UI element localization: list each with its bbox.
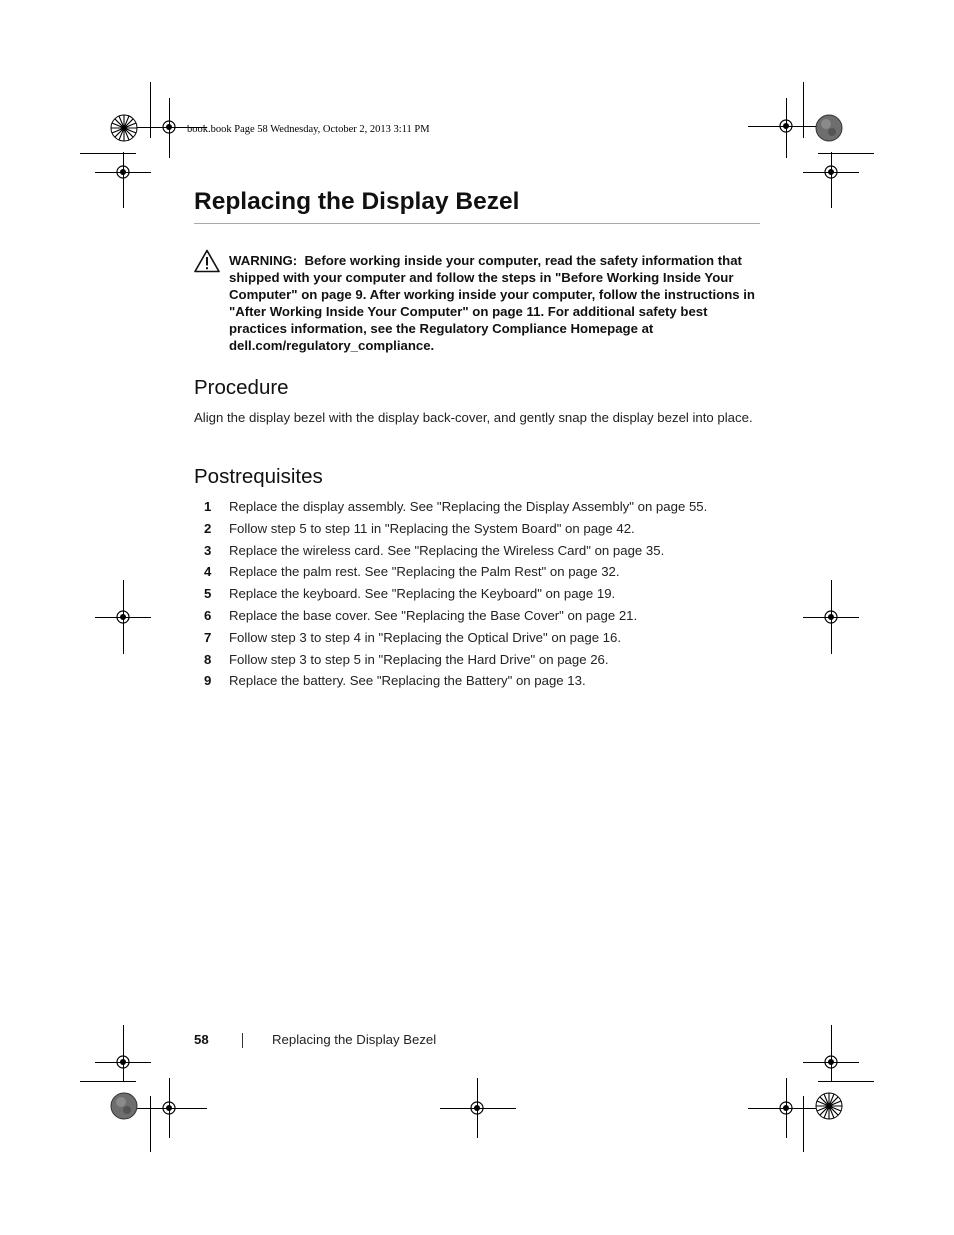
warning-body: Before working inside your computer, read the safety information that shipped with your computer and follow the steps in "Before Working Inside Your Computer" on page 9. After working inside your computer, follow the instructions in "After Working Inside Your Computer" on page 11. For additional safety best practices information, see the Regulatory Compliance Homepage at dell.com/regulatory_compliance. — [229, 253, 755, 353]
crop-mark-line — [818, 1081, 874, 1082]
step-text: Replace the palm rest. See "Replacing the Palm Rest" on page 32. — [229, 564, 620, 580]
warning-notice — [229, 252, 769, 354]
starburst-target-icon — [815, 1092, 843, 1120]
registration-mark-icon — [778, 118, 794, 134]
step-number: 4 — [204, 564, 212, 580]
registration-mark-icon — [823, 164, 839, 180]
print-header: book.book Page 58 Wednesday, October 2, 2013 3:11 PM — [187, 124, 430, 135]
registration-mark-icon — [469, 1100, 485, 1116]
step-number: 9 — [204, 673, 212, 689]
gray-target-icon — [110, 1092, 138, 1120]
list-item — [194, 540, 774, 562]
step-number: 2 — [204, 520, 212, 536]
registration-mark-icon — [778, 1100, 794, 1116]
step-text: Replace the battery. See "Replacing the Battery" on page 13. — [229, 673, 586, 689]
step-text: Follow step 3 to step 5 in "Replacing the Hard Drive" on page 26. — [229, 651, 609, 667]
list-item — [194, 583, 774, 605]
crop-mark-line — [80, 153, 136, 154]
footer-section-title: Replacing the Display Bezel — [272, 1032, 437, 1047]
list-item — [194, 518, 774, 540]
registration-mark-icon — [161, 119, 177, 135]
crop-mark-line — [150, 1096, 151, 1152]
step-text: Replace the base cover. See "Replacing the Base Cover" on page 21. — [229, 607, 638, 623]
step-number: 8 — [204, 651, 212, 667]
registration-mark-icon — [823, 609, 839, 625]
title-divider — [194, 223, 760, 224]
step-number: 3 — [204, 542, 212, 558]
crop-mark-line — [80, 1081, 136, 1082]
registration-mark-icon — [115, 164, 131, 180]
procedure-heading: Procedure — [194, 376, 289, 399]
registration-mark-icon — [161, 1100, 177, 1116]
crop-mark-line — [150, 82, 151, 138]
gray-target-icon — [815, 114, 843, 142]
step-number: 1 — [204, 499, 212, 514]
registration-mark-icon — [115, 609, 131, 625]
page-title: Replacing the Display Bezel — [194, 188, 520, 215]
crop-mark-line — [818, 153, 874, 154]
step-number: 7 — [204, 629, 212, 645]
starburst-target-icon — [110, 114, 138, 142]
step-text: Follow step 5 to step 11 in "Replacing the System Board" on page 42. — [229, 520, 635, 536]
step-text: Replace the wireless card. See "Replacing the Wireless Card" on page 35. — [229, 542, 665, 558]
list-item — [194, 496, 774, 518]
crop-mark-line — [803, 1096, 804, 1152]
list-item — [194, 605, 774, 627]
postrequisites-list — [194, 496, 774, 692]
crop-mark-line — [803, 82, 804, 138]
registration-mark-icon — [115, 1054, 131, 1070]
warning-icon — [194, 249, 220, 273]
warning-label: WARNING: — [229, 253, 298, 268]
step-text: Replace the keyboard. See "Replacing the Keyboard" on page 19. — [229, 586, 616, 602]
step-number: 5 — [204, 586, 212, 602]
step-text: Replace the display assembly. See "Replacing the Display Assembly" on page 55. — [229, 499, 708, 514]
postrequisites-heading: Postrequisites — [194, 465, 323, 488]
procedure-text: Align the display bezel with the display back-cover, and gently snap the display bezel into place. — [194, 410, 753, 425]
registration-mark-icon — [823, 1054, 839, 1070]
page-number: 58 — [194, 1032, 209, 1047]
list-item — [194, 670, 774, 692]
list-item — [194, 561, 774, 583]
step-number: 6 — [204, 607, 212, 623]
list-item — [194, 627, 774, 649]
footer-divider — [242, 1033, 243, 1048]
list-item — [194, 649, 774, 671]
step-text: Follow step 3 to step 4 in "Replacing the Optical Drive" on page 16. — [229, 629, 622, 645]
